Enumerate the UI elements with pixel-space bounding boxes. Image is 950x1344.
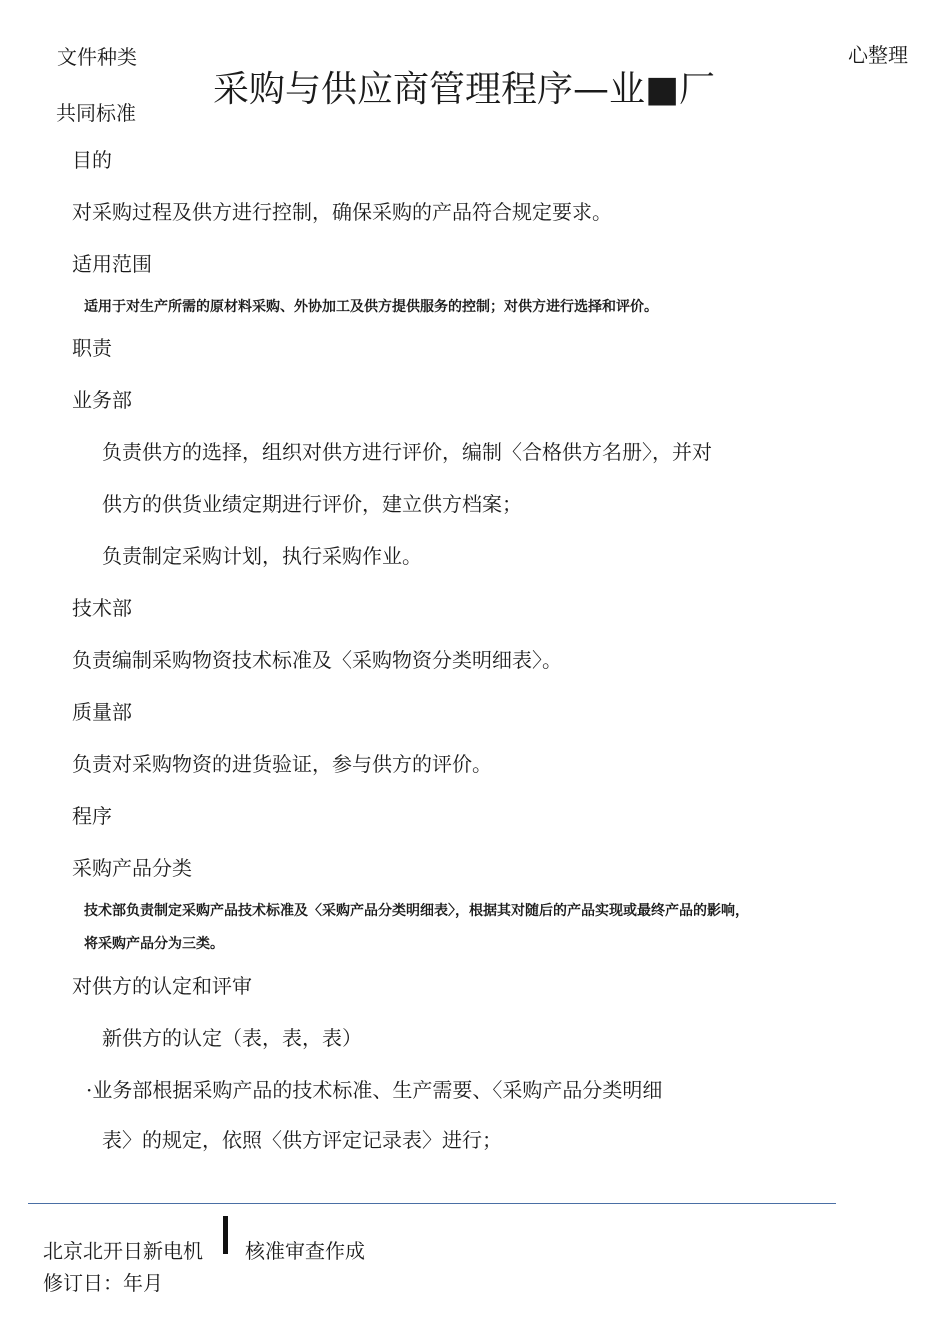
doc-type-label: 文件种类 bbox=[57, 45, 137, 69]
corner-text: 心整理 bbox=[848, 43, 908, 67]
procedure-heading: 程序 bbox=[72, 804, 112, 828]
quality-text: 负责对采购物资的进货验证，参与供方的评价。 bbox=[72, 752, 492, 776]
footer-approval: 核准审查作成 bbox=[245, 1239, 365, 1263]
supplier-heading: 对供方的认定和评审 bbox=[72, 974, 252, 998]
footer-company: 北京北开日新电机 bbox=[43, 1239, 203, 1263]
quality-heading: 质量部 bbox=[72, 700, 132, 724]
bullet-line-2: 表〉的规定，依照〈供方评定记录表〉进行； bbox=[102, 1128, 502, 1152]
tech-heading: 技术部 bbox=[72, 596, 132, 620]
new-supplier-heading: 新供方的认定（表，表，表） bbox=[102, 1026, 362, 1050]
classify-line-1: 技术部负责制定采购产品技术标准及〈采购产品分类明细表〉，根据其对随后的产品实现或最终产品的影响， bbox=[84, 903, 749, 919]
scope-text: 适用于对生产所需的原材料采购、外协加工及供方提供服务的控制；对供方进行选择和评价。 bbox=[84, 299, 658, 315]
purpose-heading: 目的 bbox=[72, 148, 112, 172]
sales-heading: 业务部 bbox=[72, 388, 132, 412]
scope-heading: 适用范围 bbox=[72, 252, 152, 276]
footer-revision: 修订日：年月 bbox=[43, 1271, 163, 1295]
classify-heading: 采购产品分类 bbox=[72, 856, 192, 880]
page-title: 采购与供应商管理程序—业■厂 bbox=[213, 69, 716, 110]
footer-separator-bar bbox=[223, 1216, 228, 1254]
sales-line-3: 负责制定采购计划，执行采购作业。 bbox=[102, 544, 422, 568]
standard-label: 共同标准 bbox=[56, 101, 136, 125]
bullet-line-1: ·业务部根据采购产品的技术标准、生产需要、〈采购产品分类明细 bbox=[86, 1078, 663, 1102]
sales-line-1: 负责供方的选择，组织对供方进行评价，编制〈合格供方名册〉，并对 bbox=[102, 440, 712, 464]
purpose-text: 对采购过程及供方进行控制，确保采购的产品符合规定要求。 bbox=[72, 200, 612, 224]
footer-divider bbox=[28, 1203, 836, 1204]
tech-text: 负责编制采购物资技术标准及〈采购物资分类明细表〉。 bbox=[72, 648, 562, 672]
duties-heading: 职责 bbox=[72, 336, 112, 360]
classify-line-2: 将采购产品分为三类。 bbox=[84, 936, 224, 952]
sales-line-2: 供方的供货业绩定期进行评价，建立供方档案； bbox=[102, 492, 522, 516]
